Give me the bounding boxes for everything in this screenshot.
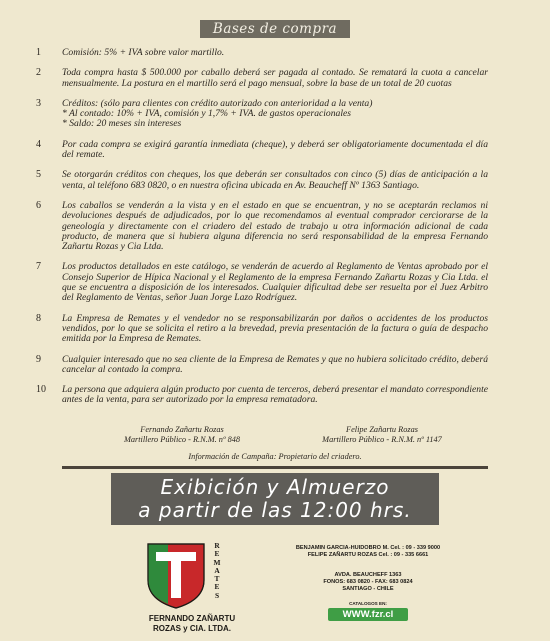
item-number: 6 [36, 199, 41, 211]
item-text: * Al contado: 10% + IVA, comisión y 1,7% + IVA. de gastos operacionales [62, 108, 351, 120]
contact-line: FELIPE ZAÑARTU ROZAS Cel. : 09 - 335 6661 [307, 552, 429, 559]
list-item [36, 199, 488, 253]
item-number: 3 [36, 97, 41, 109]
address-block [283, 572, 453, 594]
item-text: La persona que adquiera algún producto por cuenta de terceros, deberá presentar el mandato correspondiente antes de la venta, para ser autorizado por la empresa rematadora. [62, 384, 488, 406]
list-item [36, 353, 488, 376]
signature-left-role: Martillero Público - R.N.M. nº 848 [123, 435, 241, 444]
campaign-info: Información de Campaña: Propietario del criadero. [188, 452, 362, 461]
shield-logo-icon [144, 538, 208, 610]
website-link[interactable]: WWW.fzr.cl [328, 608, 408, 621]
list-item [36, 169, 488, 191]
item-text: Los productos detallados en este catálogo, se venderán de acuerdo al Reglamento de Ventas aprobado por el Consejo Superior de Hípica Nacional y el Reglamento de la empresa Fernando Zañartu Rozas y Cia Ltda. el que se encuentra a disposición de los interesados. Cualquier dificultad debe ser resuelta por el Juez Arbitro del Reglamento de Ventas, señor Juan Jorge Lazo Rodríguez. [62, 261, 488, 304]
item-number: 4 [36, 138, 41, 150]
address-line: SANTIAGO - CHILE [342, 586, 394, 593]
list-item [36, 312, 488, 345]
item-text: Los caballos se venderán a la vista y en el estado en que se encuentran, y no se aceptarán reclamos ni devoluciones después de adjudicados, por lo que recomendamos al eventual comprador cerciorarse de la geneología y directamente con el criadero del estado de trabajo u otra información adicional de cada producto, de manera que si hubiera alguna diferencia no será responsabilidad de la empresa Fernando Zañartu Rozas y Cia Ltda. [62, 199, 488, 253]
address-line: AVDA. BEAUCHEFF 1363 [334, 572, 402, 578]
item-text: * Saldo: 20 meses sin intereses [62, 118, 182, 130]
company-logo [136, 536, 248, 636]
item-text: Comisión: 5% + IVA sobre valor martillo. [62, 47, 225, 58]
item-text: Por cada compra se exigirá garantía inmediata (cheque), y deberá ser obligatoriamente documentada el día del remate. [62, 138, 488, 161]
signature-left-name: Fernando Zañartu Rozas [140, 425, 224, 434]
item-number: 7 [36, 261, 41, 273]
banner-line-1: Exibición y Almuerzo [160, 475, 390, 499]
terms-list [36, 47, 488, 416]
event-banner [111, 473, 439, 525]
item-text: Se otorgarán créditos con cheques, los que deberán ser consultados con cinco (5) días de anticipación a la venta, al teléfono 683 0820, o en nuestra oficina ubicada en Av. Beaucheff Nº 1363 Santiago. [62, 169, 488, 191]
catalog-label: CATALOGOS EN: [349, 601, 387, 606]
list-item [36, 138, 488, 161]
address-line: FONOS: 683 0820 - FAX: 683 0824 [323, 579, 413, 586]
item-number: 9 [36, 353, 41, 365]
list-item [36, 67, 488, 89]
signature-left [92, 425, 272, 445]
banner-line-2: a partir de las 12:00 hrs. [138, 498, 412, 522]
page-title: Bases de compra [200, 20, 350, 38]
item-text: Cualquier interesado que no sea cliente de la Empresa de Remates y que no hubiera solicitado crédito, deberá cancelar al contado la compra. [62, 353, 488, 375]
list-item [36, 384, 488, 406]
item-number: 10 [36, 384, 46, 396]
item-text: La Empresa de Remates y el vendedor no se responsabilizarán por daños o accidentes de los productos vendidos, por lo que se solicita el retiro a la brevedad, previa presentación de la factura o guía de despacho emitida por la Empresa de Remates. [62, 312, 488, 345]
item-number: 2 [36, 67, 41, 79]
company-name [136, 614, 248, 634]
item-number: 8 [36, 312, 41, 324]
item-text: Toda compra hasta $ 500.000 por caballo deberá ser pagada al contado. Se rematará la cuota a cancelar mensualmente. La postura en el martillo será el pago mensual, sobre la base de un total de 20 cuotas [62, 67, 488, 89]
list-item [36, 97, 488, 130]
list-item [36, 47, 488, 58]
company-name-line-2: ROZAS y CIA. LTDA. [152, 624, 232, 633]
company-name-line-1: FERNANDO ZAÑARTU [148, 614, 236, 623]
item-text: Créditos: (sólo para clientes con crédito autorizado con anterioridad a la venta) [62, 97, 373, 109]
contact-line: BENJAMIN GARCIA-HUIDOBRO M. Cel. : 09 - 339 9000 [295, 545, 441, 551]
signature-right-name: Felipe Zañartu Rozas [346, 425, 418, 434]
signature-right-role: Martillero Público - R.N.M. nº 1147 [322, 435, 442, 444]
item-number: 1 [36, 47, 41, 58]
contact-list [283, 545, 453, 560]
signature-right [292, 425, 472, 445]
item-number: 5 [36, 169, 41, 181]
list-item [36, 261, 488, 304]
divider [62, 466, 488, 469]
logo-vertical-word: R E M A T E S [213, 541, 221, 600]
